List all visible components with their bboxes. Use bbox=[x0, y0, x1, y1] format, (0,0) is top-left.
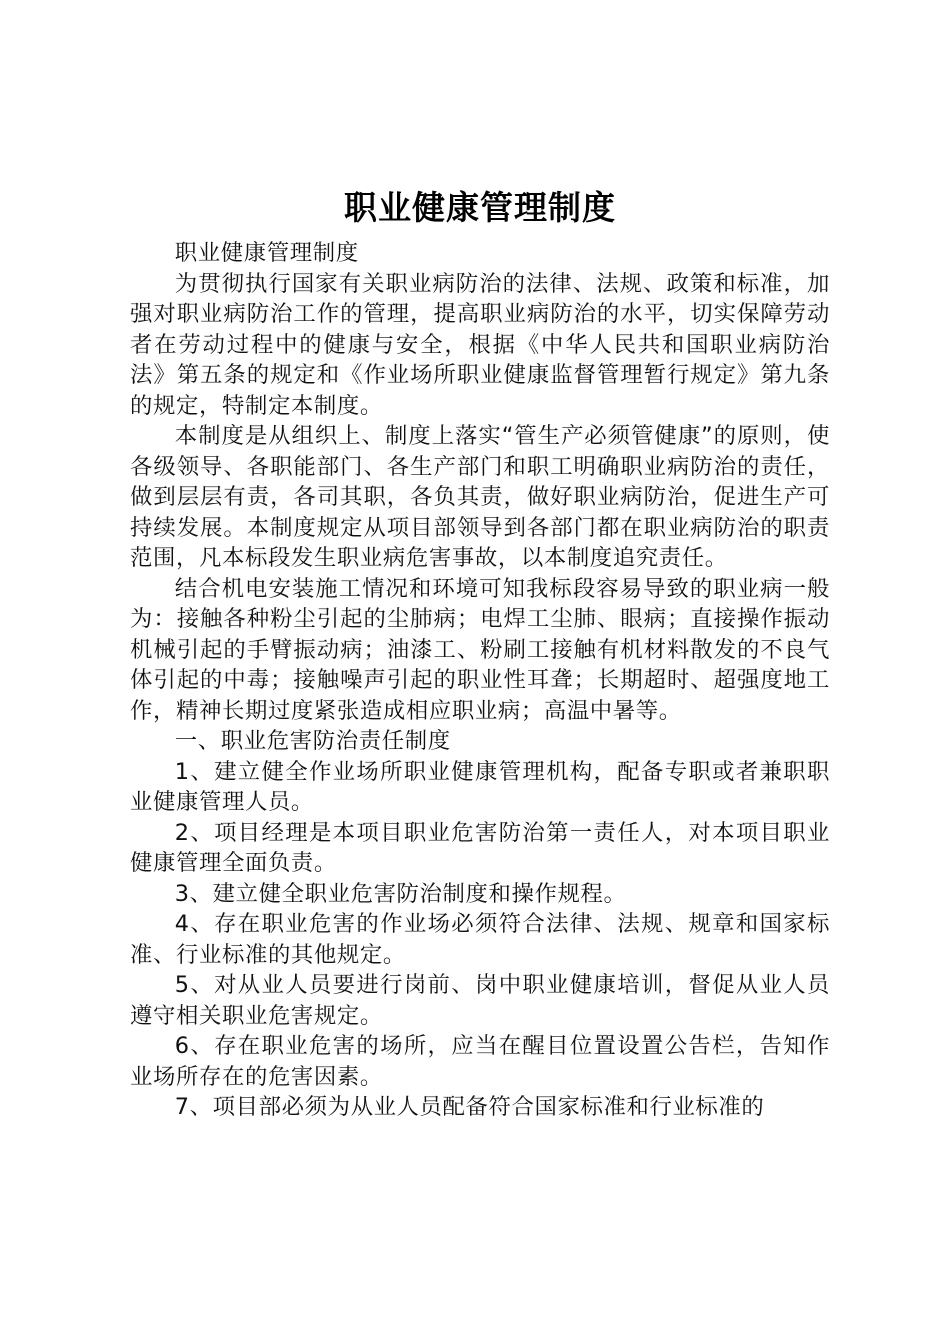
list-item: 3、建立健全职业危害防治制度和操作规程。 bbox=[174, 880, 627, 907]
document-body bbox=[130, 238, 830, 1123]
document-title: 职业健康管理制度 bbox=[344, 188, 616, 227]
paragraph-principle: 本制度是从组织上、制度上落实“管生产必须管健康”的原则，使各级领导、各职能部门、各生产部门和职工明确职业病防治的责任，做到层层有责，各司其职，各负其责，做好职业病防治，促进生产可持续发展。本制度规定从项目部领导到各部门都在职业病防治的职责范围，凡本标段发生职业病危害事故，以本制度追究责任。 bbox=[130, 423, 830, 571]
list-item: 2、项目经理是本项目职业危害防治第一责任人，对本项目职业健康管理全面负责。 bbox=[130, 819, 830, 876]
paragraph-occupational-diseases: 结合机电安装施工情况和环境可知我标段容易导致的职业病一般为：接触各种粉尘引起的尘肺病；电焊工尘肺、眼病；直接操作振动机械引起的手臂振动病；油漆工、粉刷工接触有机材料散发的不良气体引起的中毒；接触噪声引起的职业性耳聋；长期超时、超强度地工作，精神长期过度紧张造成相应职业病；高温中暑等。 bbox=[130, 575, 830, 724]
list-item: 5、对从业人员要进行岗前、岗中职业健康培训，督促从业人员遵守相关职业危害规定。 bbox=[130, 972, 830, 1029]
list-item: 1、建立健全作业场所职业健康管理机构，配备专职或者兼职职业健康管理人员。 bbox=[130, 758, 830, 815]
list-item: 7、项目部必须为从业人员配备符合国家标准和行业标准的 bbox=[174, 1094, 765, 1120]
list-item: 4、存在职业危害的作业场必须符合法律、法规、规章和国家标准、行业标准的其他规定。 bbox=[130, 911, 830, 968]
list-item: 6、存在职业危害的场所，应当在醒目位置设置公告栏，告知作业场所存在的危害因素。 bbox=[130, 1033, 830, 1090]
document-page bbox=[130, 178, 830, 1123]
paragraph-purpose: 为贯彻执行国家有关职业病防治的法律、法规、政策和标准，加强对职业病防治工作的管理，提高职业病防治的水平，切实保障劳动者在劳动过程中的健康与安全，根据《中华人民共和国职业病防治法》第五条的规定和《作业场所职业健康监督管理暂行规定》第九条的规定，特制定本制度。 bbox=[130, 270, 830, 419]
section-heading: 一、职业危害防治责任制度 bbox=[174, 728, 451, 754]
paragraph-subtitle: 职业健康管理制度 bbox=[174, 240, 359, 266]
